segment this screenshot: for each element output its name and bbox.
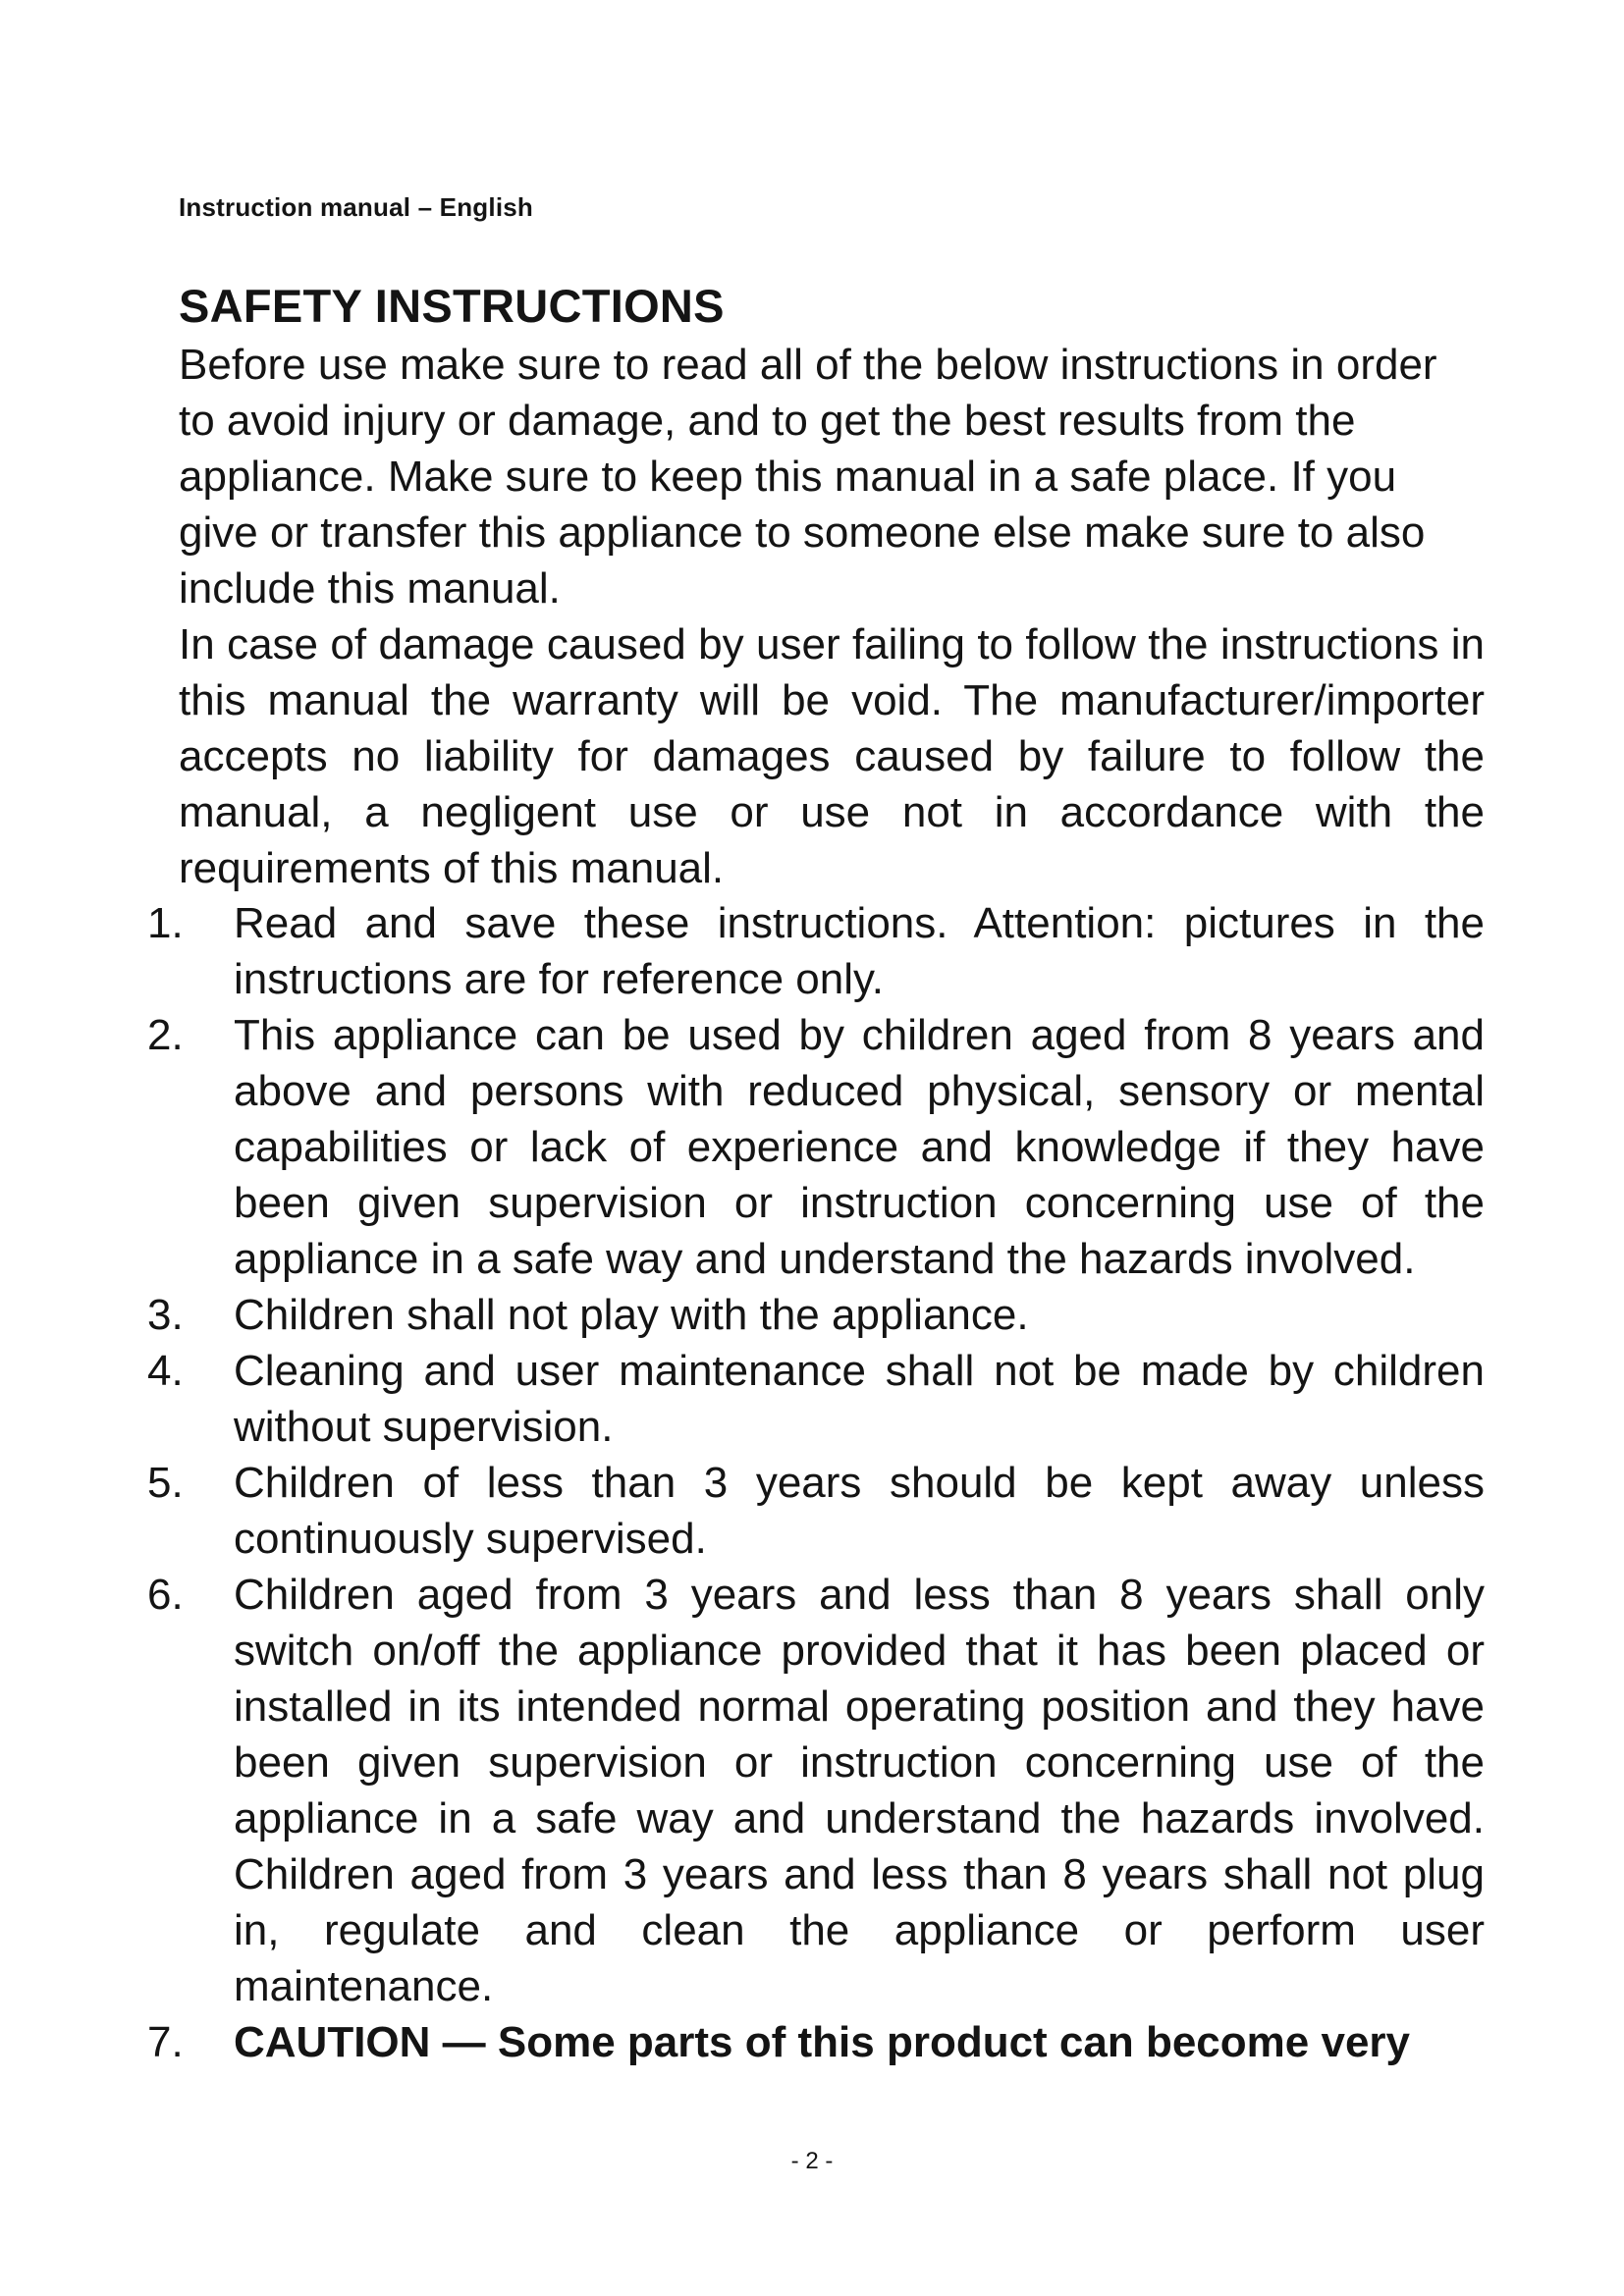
intro-paragraph: Before use make sure to read all of the below instructions in order to avoid injury or damage, and to get the best results from the appliance. Make sure to keep this manual in a safe place. If you give or transfer this appliance to someone else make sure to also include this manual. xyxy=(179,341,1437,613)
list-item-text: Children of less than 3 years should be kept away unless continuously supervised. xyxy=(234,1459,1485,1563)
document-header: Instruction manual – English xyxy=(179,192,533,222)
list-item-text: Children aged from 3 years and less than 8 years shall only switch on/off the appliance provided that it has been placed or installed in its intended normal operating position and they have been given supervision or instruction concerning use of the appliance in a safe way and understand the hazards involved. Children aged from 3 years and less than 8 years shall not plug in, regulate and clean the appliance or perform user maintenance. xyxy=(234,1571,1485,2010)
liability-paragraph: In case of damage caused by user failing to follow the instructions in this manual the warranty will be void. The manufacturer/importer accepts no liability for damages caused by failure to follow the manual, a negligent use or use not in accordance with the requirements of this manual. xyxy=(179,620,1485,892)
list-item xyxy=(147,1567,1485,2014)
list-item-number: 6. xyxy=(147,1571,184,1619)
section-title: SAFETY INSTRUCTIONS xyxy=(179,280,725,332)
list-item-text: Read and save these instructions. Attention: pictures in the instructions are for reference only. xyxy=(234,899,1485,1003)
list-item-number: 3. xyxy=(147,1291,184,1339)
list-item xyxy=(147,1007,1485,1287)
list-item-number: 7. xyxy=(147,2018,184,2066)
list-item xyxy=(147,1455,1485,1567)
list-item-text: Children shall not play with the appliance. xyxy=(234,1291,1029,1339)
list-item-number: 1. xyxy=(147,899,184,947)
caution-text: CAUTION — Some parts of this product can become very xyxy=(234,2018,1411,2066)
caution-list-item xyxy=(147,2014,1485,2070)
list-item-number: 4. xyxy=(147,1347,184,1395)
list-item-text: Cleaning and user maintenance shall not be made by children without supervision. xyxy=(234,1347,1485,1451)
list-item-number: 2. xyxy=(147,1011,184,1059)
list-item xyxy=(147,1343,1485,1455)
safety-instructions-list xyxy=(147,895,1485,2070)
list-item xyxy=(147,895,1485,1007)
list-item-number: 5. xyxy=(147,1459,184,1507)
list-item xyxy=(147,1287,1485,1343)
page-number: - 2 - xyxy=(790,2148,834,2174)
list-item-text: This appliance can be used by children aged from 8 years and above and persons with reduced physical, sensory or mental capabilities or lack of experience and knowledge if they have been given supervision or instruction concerning use of the appliance in a safe way and understand the hazards involved. xyxy=(234,1011,1485,1283)
